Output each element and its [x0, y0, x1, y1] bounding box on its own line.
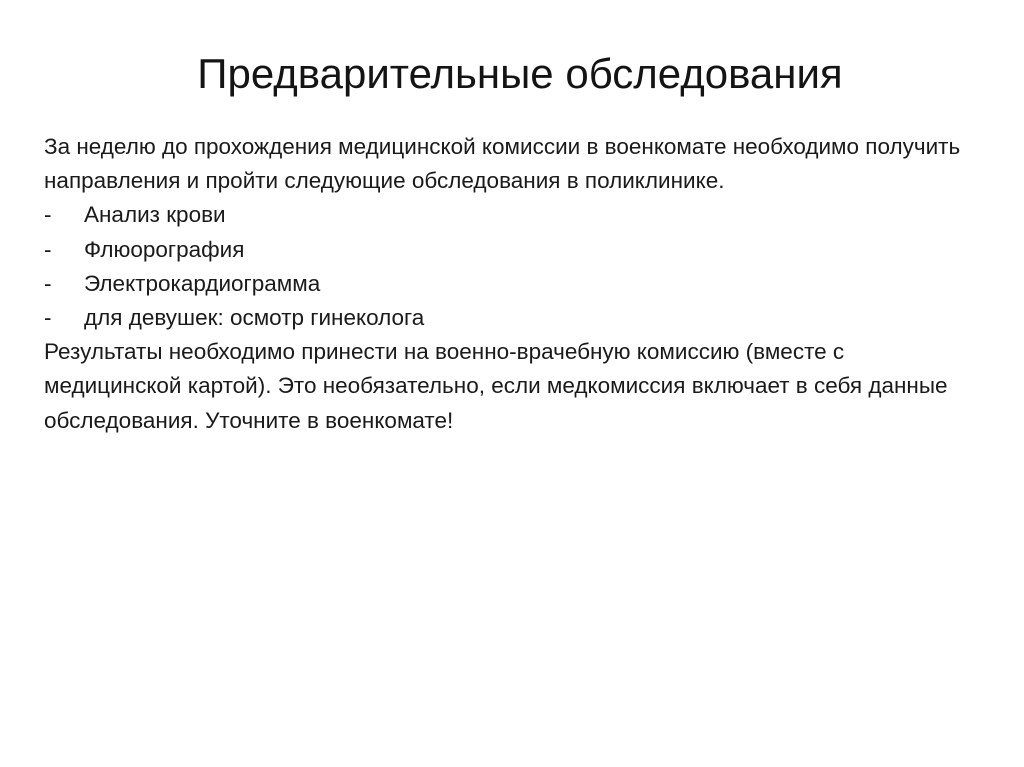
list-item-fluorography	[44, 233, 984, 267]
list-item-gynecologist	[44, 301, 984, 335]
examination-list	[44, 198, 984, 335]
conclusion-paragraph: Результаты необходимо принести на военно-врачебную комиссию (вместе с медицинской картой). Это необязательно, если медкомиссия включает в себя данные обследования. Уточните в военкомате!	[44, 339, 948, 433]
intro-paragraph: За неделю до прохождения медицинской комиссии в военкомате необходимо получить направления и пройти следующие обследования в поликлинике.	[44, 134, 961, 194]
slide-body	[44, 130, 984, 438]
bullet-dash: -	[44, 270, 52, 296]
list-item-text: Анализ крови	[84, 202, 226, 228]
slide-title: Предварительные обследования	[197, 50, 843, 97]
bullet-dash: -	[44, 236, 52, 262]
list-item-text: Флюорография	[84, 236, 245, 262]
list-item-blood-test	[44, 198, 984, 232]
bullet-dash: -	[44, 305, 52, 331]
list-item-ecg	[44, 267, 984, 301]
list-item-text: для девушек: осмотр гинеколога	[84, 305, 425, 331]
list-item-text: Электрокардиограмма	[84, 270, 321, 296]
bullet-dash: -	[44, 202, 52, 228]
